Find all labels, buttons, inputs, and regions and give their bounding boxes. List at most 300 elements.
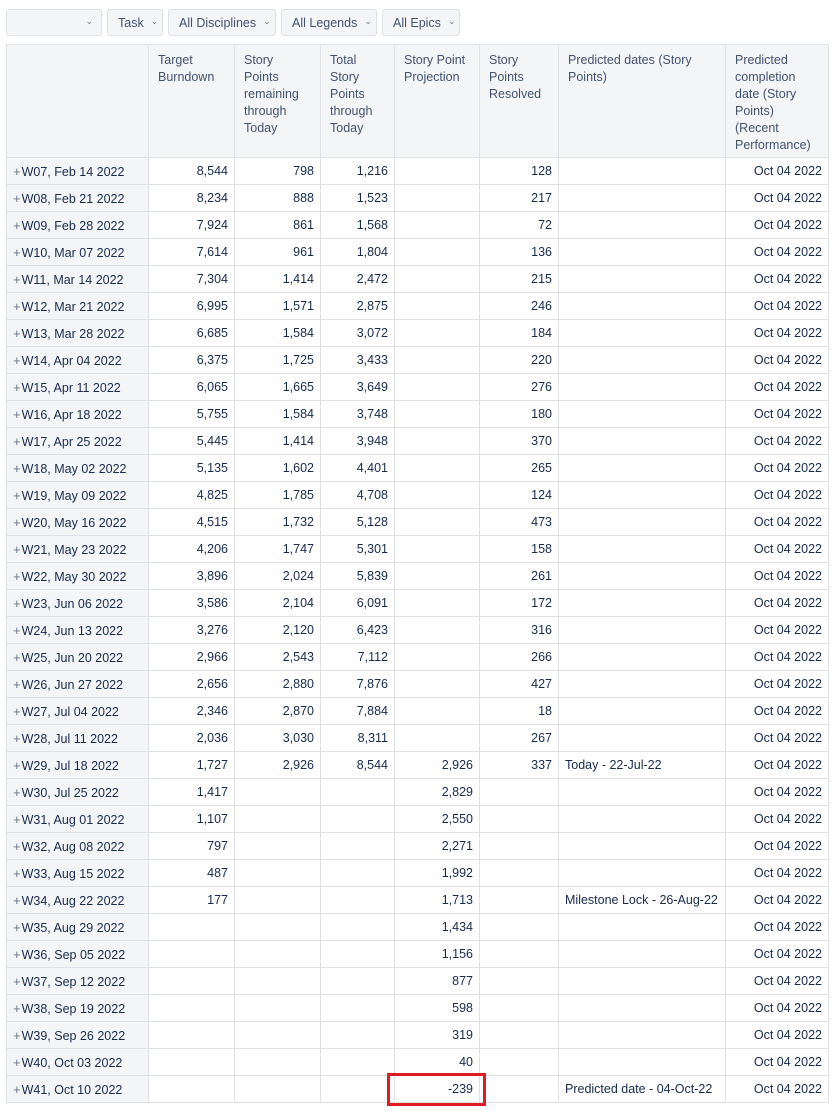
target-burndown-cell <box>149 1049 235 1076</box>
column-header-story-points-remaining[interactable]: Story Points remaining through Today <box>235 45 321 158</box>
chevron-down-icon: ⌄ <box>364 16 372 26</box>
filter-label-epics: All Epics <box>393 15 441 30</box>
story-points-resolved-cell: 124 <box>480 482 559 509</box>
predicted-completion-date-cell: Oct 04 2022 <box>726 779 829 806</box>
story-point-projection-cell <box>395 158 480 185</box>
row-label-cell[interactable] <box>7 536 149 563</box>
table-row <box>7 941 829 968</box>
target-burndown-cell: 5,135 <box>149 455 235 482</box>
plus-icon[interactable]: + <box>13 244 21 260</box>
predicted-completion-date-cell: Oct 04 2022 <box>726 401 829 428</box>
total-story-points-cell <box>321 779 395 806</box>
story-point-projection-cell <box>395 320 480 347</box>
story-point-projection-cell <box>395 617 480 644</box>
row-week-label: W39, Sep 26 2022 <box>21 1028 126 1043</box>
row-label-cell[interactable] <box>7 374 149 401</box>
filter-toolbar <box>6 9 460 37</box>
story-point-projection-cell: -239 <box>395 1076 480 1103</box>
row-week-label: W10, Mar 07 2022 <box>21 245 125 260</box>
table-row <box>7 617 829 644</box>
plus-icon[interactable]: + <box>13 622 21 638</box>
row-label-cell[interactable] <box>7 968 149 995</box>
story-point-projection-cell <box>395 698 480 725</box>
story-points-resolved-cell: 267 <box>480 725 559 752</box>
predicted-dates-cell <box>559 806 726 833</box>
predicted-dates-cell <box>559 644 726 671</box>
story-points-remaining-cell: 2,543 <box>235 644 321 671</box>
target-burndown-cell: 4,825 <box>149 482 235 509</box>
story-points-remaining-cell: 2,870 <box>235 698 321 725</box>
table-row <box>7 482 829 509</box>
row-label-cell[interactable] <box>7 617 149 644</box>
story-point-projection-cell: 1,434 <box>395 914 480 941</box>
row-label-cell[interactable] <box>7 941 149 968</box>
filter-label-disciplines: All Disciplines <box>179 15 257 30</box>
predicted-dates-cell <box>559 401 726 428</box>
predicted-dates-cell <box>559 374 726 401</box>
predicted-completion-date-cell: Oct 04 2022 <box>726 239 829 266</box>
story-points-resolved-cell <box>480 1076 559 1103</box>
chevron-down-icon: ⌄ <box>150 16 159 26</box>
predicted-completion-date-cell: Oct 04 2022 <box>726 671 829 698</box>
story-points-resolved-cell: 246 <box>480 293 559 320</box>
story-points-resolved-cell <box>480 968 559 995</box>
table-row <box>7 374 829 401</box>
table-row <box>7 968 829 995</box>
story-points-remaining-cell: 2,024 <box>235 563 321 590</box>
plus-icon[interactable]: + <box>13 838 21 854</box>
table-row <box>7 644 829 671</box>
story-points-remaining-cell <box>235 833 321 860</box>
table-row <box>7 266 829 293</box>
target-burndown-cell: 7,614 <box>149 239 235 266</box>
total-story-points-cell <box>321 1049 395 1076</box>
table-row <box>7 860 829 887</box>
target-burndown-cell: 4,206 <box>149 536 235 563</box>
predicted-completion-date-cell: Oct 04 2022 <box>726 1076 829 1103</box>
target-burndown-cell: 1,417 <box>149 779 235 806</box>
row-label-cell[interactable] <box>7 833 149 860</box>
table-row <box>7 671 829 698</box>
predicted-dates-cell <box>559 266 726 293</box>
row-week-label: W32, Aug 08 2022 <box>21 839 125 854</box>
predicted-dates-cell: Today - 22-Jul-22 <box>559 752 726 779</box>
total-story-points-cell <box>321 887 395 914</box>
plus-icon[interactable]: + <box>13 595 21 611</box>
column-header-total-story-points[interactable]: Total Story Points through Today <box>321 45 395 158</box>
plus-icon[interactable]: + <box>13 703 21 719</box>
column-header-predicted-dates[interactable]: Predicted dates (Story Points) <box>559 45 726 158</box>
story-points-remaining-cell: 1,414 <box>235 266 321 293</box>
row-week-label: W24, Jun 13 2022 <box>21 623 124 638</box>
story-point-projection-cell <box>395 644 480 671</box>
table-row <box>7 1049 829 1076</box>
predicted-dates-cell <box>559 320 726 347</box>
total-story-points-cell: 4,708 <box>321 482 395 509</box>
story-points-remaining-cell: 961 <box>235 239 321 266</box>
story-points-resolved-cell: 172 <box>480 590 559 617</box>
predicted-completion-date-cell: Oct 04 2022 <box>726 590 829 617</box>
row-label-cell[interactable] <box>7 158 149 185</box>
row-label-cell[interactable] <box>7 320 149 347</box>
chevron-down-icon: ⌄ <box>447 16 456 26</box>
chevron-down-icon: ⌄ <box>85 16 93 26</box>
total-story-points-cell: 8,544 <box>321 752 395 779</box>
table-row <box>7 185 829 212</box>
row-week-label: W15, Apr 11 2022 <box>21 380 121 395</box>
row-label-cell[interactable] <box>7 644 149 671</box>
total-story-points-cell <box>321 968 395 995</box>
target-burndown-cell: 7,304 <box>149 266 235 293</box>
table-row <box>7 455 829 482</box>
plus-icon[interactable]: + <box>13 1081 21 1097</box>
target-burndown-cell: 6,375 <box>149 347 235 374</box>
story-points-resolved-cell <box>480 887 559 914</box>
target-burndown-cell <box>149 941 235 968</box>
row-week-label: W18, May 02 2022 <box>21 461 127 476</box>
row-label-cell[interactable] <box>7 347 149 374</box>
total-story-points-cell: 5,301 <box>321 536 395 563</box>
row-week-label: W31, Aug 01 2022 <box>21 812 125 827</box>
table-row <box>7 806 829 833</box>
story-points-resolved-cell: 184 <box>480 320 559 347</box>
target-burndown-cell: 2,656 <box>149 671 235 698</box>
story-points-remaining-cell: 2,880 <box>235 671 321 698</box>
predicted-completion-date-cell: Oct 04 2022 <box>726 293 829 320</box>
story-points-remaining-cell: 3,030 <box>235 725 321 752</box>
target-burndown-cell: 487 <box>149 860 235 887</box>
plus-icon[interactable]: + <box>13 649 21 665</box>
filter-label-task: Task <box>118 15 144 30</box>
row-week-label: W12, Mar 21 2022 <box>21 299 125 314</box>
plus-icon[interactable]: + <box>13 730 21 746</box>
total-story-points-cell: 2,472 <box>321 266 395 293</box>
predicted-dates-cell <box>559 833 726 860</box>
plus-icon[interactable]: + <box>13 757 21 773</box>
table-row <box>7 509 829 536</box>
predicted-completion-date-cell: Oct 04 2022 <box>726 428 829 455</box>
story-point-projection-cell: 1,992 <box>395 860 480 887</box>
total-story-points-cell: 6,423 <box>321 617 395 644</box>
row-week-label: W16, Apr 18 2022 <box>21 407 122 422</box>
story-points-remaining-cell: 1,732 <box>235 509 321 536</box>
plus-icon[interactable]: + <box>13 379 21 395</box>
plus-icon[interactable]: + <box>13 514 21 530</box>
plus-icon[interactable]: + <box>13 892 21 908</box>
story-point-projection-cell: 598 <box>395 995 480 1022</box>
story-points-resolved-cell: 473 <box>480 509 559 536</box>
table-row <box>7 590 829 617</box>
story-points-remaining-cell: 1,584 <box>235 320 321 347</box>
story-point-projection-cell <box>395 563 480 590</box>
target-burndown-cell: 3,276 <box>149 617 235 644</box>
story-points-remaining-cell: 2,104 <box>235 590 321 617</box>
story-points-remaining-cell: 1,571 <box>235 293 321 320</box>
target-burndown-cell: 797 <box>149 833 235 860</box>
predicted-dates-cell <box>559 860 726 887</box>
story-points-remaining-cell <box>235 914 321 941</box>
total-story-points-cell <box>321 833 395 860</box>
row-label-cell[interactable] <box>7 725 149 752</box>
filter-task[interactable] <box>107 9 163 36</box>
row-label-cell[interactable] <box>7 698 149 725</box>
plus-icon[interactable]: + <box>13 217 21 233</box>
table-row <box>7 212 829 239</box>
predicted-completion-date-cell: Oct 04 2022 <box>726 158 829 185</box>
row-label-cell[interactable] <box>7 239 149 266</box>
story-point-projection-cell <box>395 482 480 509</box>
filter-label-legends: All Legends <box>292 15 358 30</box>
row-label-cell[interactable] <box>7 563 149 590</box>
row-week-label: W14, Apr 04 2022 <box>21 353 122 368</box>
row-label-cell[interactable] <box>7 914 149 941</box>
plus-icon[interactable]: + <box>13 541 21 557</box>
row-label-cell[interactable] <box>7 482 149 509</box>
plus-icon[interactable]: + <box>13 163 21 179</box>
total-story-points-cell: 1,804 <box>321 239 395 266</box>
table-row <box>7 779 829 806</box>
story-points-resolved-cell: 72 <box>480 212 559 239</box>
predicted-completion-date-cell: Oct 04 2022 <box>726 617 829 644</box>
predicted-completion-date-cell: Oct 04 2022 <box>726 806 829 833</box>
story-points-resolved-cell: 217 <box>480 185 559 212</box>
row-week-label: W20, May 16 2022 <box>21 515 127 530</box>
row-label-cell[interactable] <box>7 860 149 887</box>
story-point-projection-cell <box>395 266 480 293</box>
row-week-label: W38, Sep 19 2022 <box>21 1001 126 1016</box>
total-story-points-cell: 6,091 <box>321 590 395 617</box>
table-row <box>7 995 829 1022</box>
row-label-cell[interactable] <box>7 752 149 779</box>
row-label-cell[interactable] <box>7 509 149 536</box>
row-label-cell[interactable] <box>7 293 149 320</box>
story-point-projection-cell: 319 <box>395 1022 480 1049</box>
row-label-cell[interactable] <box>7 455 149 482</box>
row-label-cell[interactable] <box>7 1076 149 1103</box>
row-week-label: W26, Jun 27 2022 <box>21 677 124 692</box>
target-burndown-cell: 5,755 <box>149 401 235 428</box>
total-story-points-cell: 5,839 <box>321 563 395 590</box>
total-story-points-cell: 1,216 <box>321 158 395 185</box>
row-label-cell[interactable] <box>7 887 149 914</box>
story-point-projection-cell <box>395 374 480 401</box>
story-points-resolved-cell: 266 <box>480 644 559 671</box>
column-header-target-burndown[interactable]: Target Burndown <box>149 45 235 158</box>
filter-legends[interactable] <box>281 9 377 36</box>
row-week-label: W23, Jun 06 2022 <box>21 596 124 611</box>
plus-icon[interactable]: + <box>13 352 21 368</box>
plus-icon[interactable]: + <box>13 460 21 476</box>
row-label-cell[interactable] <box>7 590 149 617</box>
predicted-completion-date-cell: Oct 04 2022 <box>726 482 829 509</box>
row-week-label: W19, May 09 2022 <box>21 488 127 503</box>
row-label-cell[interactable] <box>7 1022 149 1049</box>
story-points-resolved-cell <box>480 833 559 860</box>
plus-icon[interactable]: + <box>13 406 21 422</box>
plus-icon[interactable]: + <box>13 676 21 692</box>
plus-icon[interactable]: + <box>13 568 21 584</box>
table-header-row <box>7 45 829 158</box>
predicted-completion-date-cell: Oct 04 2022 <box>726 725 829 752</box>
plus-icon[interactable]: + <box>13 784 21 800</box>
predicted-completion-date-cell: Oct 04 2022 <box>726 860 829 887</box>
plus-icon[interactable]: + <box>13 1027 21 1043</box>
row-label-cell[interactable] <box>7 428 149 455</box>
row-label-cell[interactable] <box>7 266 149 293</box>
story-points-remaining-cell: 2,120 <box>235 617 321 644</box>
plus-icon[interactable]: + <box>13 1000 21 1016</box>
story-points-remaining-cell: 888 <box>235 185 321 212</box>
row-week-label: W08, Feb 21 2022 <box>21 191 125 206</box>
story-point-projection-cell: 40 <box>395 1049 480 1076</box>
story-points-remaining-cell <box>235 968 321 995</box>
total-story-points-cell: 1,523 <box>321 185 395 212</box>
total-story-points-cell: 8,311 <box>321 725 395 752</box>
target-burndown-cell: 2,966 <box>149 644 235 671</box>
plus-icon[interactable]: + <box>13 919 21 935</box>
story-points-resolved-cell: 215 <box>480 266 559 293</box>
story-point-projection-cell <box>395 671 480 698</box>
plus-icon[interactable]: + <box>13 298 21 314</box>
target-burndown-cell: 4,515 <box>149 509 235 536</box>
target-burndown-cell <box>149 968 235 995</box>
story-points-resolved-cell: 128 <box>480 158 559 185</box>
total-story-points-cell <box>321 806 395 833</box>
story-point-projection-cell: 877 <box>395 968 480 995</box>
row-label-cell[interactable] <box>7 212 149 239</box>
predicted-completion-date-cell: Oct 04 2022 <box>726 752 829 779</box>
row-label-cell[interactable] <box>7 1049 149 1076</box>
predicted-dates-cell <box>559 725 726 752</box>
total-story-points-cell: 1,568 <box>321 212 395 239</box>
row-week-label: W41, Oct 10 2022 <box>21 1082 123 1097</box>
predicted-completion-date-cell: Oct 04 2022 <box>726 374 829 401</box>
total-story-points-cell: 3,072 <box>321 320 395 347</box>
story-points-remaining-cell: 861 <box>235 212 321 239</box>
filter-dropdown-0[interactable] <box>6 9 102 36</box>
table-row <box>7 887 829 914</box>
table-row <box>7 833 829 860</box>
story-point-projection-cell: 1,156 <box>395 941 480 968</box>
row-week-label: W28, Jul 11 2022 <box>21 731 118 746</box>
target-burndown-cell: 177 <box>149 887 235 914</box>
predicted-dates-cell <box>559 158 726 185</box>
predicted-completion-date-cell: Oct 04 2022 <box>726 914 829 941</box>
chevron-down-icon: ⌄ <box>263 16 271 26</box>
row-week-label: W33, Aug 15 2022 <box>21 866 125 881</box>
target-burndown-cell: 5,445 <box>149 428 235 455</box>
plus-icon[interactable]: + <box>13 190 21 206</box>
predicted-dates-cell <box>559 455 726 482</box>
target-burndown-cell: 1,727 <box>149 752 235 779</box>
total-story-points-cell: 7,884 <box>321 698 395 725</box>
total-story-points-cell <box>321 914 395 941</box>
target-burndown-cell: 2,346 <box>149 698 235 725</box>
predicted-dates-cell <box>559 968 726 995</box>
row-week-label: W07, Feb 14 2022 <box>21 164 125 179</box>
table-row <box>7 428 829 455</box>
predicted-dates-cell <box>559 1049 726 1076</box>
story-points-resolved-cell <box>480 860 559 887</box>
column-header-predicted-completion-date[interactable]: Predicted completion date (Story Points) (Recent Performance) <box>726 45 829 158</box>
row-week-label: W40, Oct 03 2022 <box>21 1055 123 1070</box>
plus-icon[interactable]: + <box>13 973 21 989</box>
row-label-cell[interactable] <box>7 185 149 212</box>
predicted-completion-date-cell: Oct 04 2022 <box>726 563 829 590</box>
target-burndown-cell: 6,685 <box>149 320 235 347</box>
column-header-story-points-resolved[interactable]: Story Points Resolved <box>480 45 559 158</box>
total-story-points-cell <box>321 995 395 1022</box>
story-point-projection-cell: 2,550 <box>395 806 480 833</box>
row-label-cell[interactable] <box>7 806 149 833</box>
column-header-story-point-projection[interactable]: Story Point Projection <box>395 45 480 158</box>
story-points-resolved-cell <box>480 1049 559 1076</box>
target-burndown-cell: 8,544 <box>149 158 235 185</box>
story-point-projection-cell <box>395 401 480 428</box>
story-points-remaining-cell: 1,414 <box>235 428 321 455</box>
story-points-remaining-cell <box>235 1049 321 1076</box>
filter-epics[interactable] <box>382 9 460 36</box>
predicted-dates-cell <box>559 941 726 968</box>
predicted-dates-cell <box>559 671 726 698</box>
target-burndown-cell: 3,896 <box>149 563 235 590</box>
predicted-completion-date-cell: Oct 04 2022 <box>726 347 829 374</box>
predicted-dates-cell <box>559 617 726 644</box>
column-header-week <box>7 45 149 158</box>
plus-icon[interactable]: + <box>13 487 21 503</box>
predicted-completion-date-cell: Oct 04 2022 <box>726 698 829 725</box>
predicted-dates-cell <box>559 914 726 941</box>
row-label-cell[interactable] <box>7 779 149 806</box>
table-row <box>7 320 829 347</box>
plus-icon[interactable]: + <box>13 946 21 962</box>
row-week-label: W22, May 30 2022 <box>21 569 127 584</box>
table-row <box>7 401 829 428</box>
predicted-completion-date-cell: Oct 04 2022 <box>726 1049 829 1076</box>
total-story-points-cell <box>321 1076 395 1103</box>
story-points-resolved-cell <box>480 779 559 806</box>
table-row <box>7 158 829 185</box>
plus-icon[interactable]: + <box>13 433 21 449</box>
table-row <box>7 563 829 590</box>
predicted-completion-date-cell: Oct 04 2022 <box>726 509 829 536</box>
target-burndown-cell: 7,924 <box>149 212 235 239</box>
row-week-label: W30, Jul 25 2022 <box>21 785 119 800</box>
plus-icon[interactable]: + <box>13 1054 21 1070</box>
story-point-projection-cell: 2,829 <box>395 779 480 806</box>
plus-icon[interactable]: + <box>13 271 21 287</box>
row-label-cell[interactable] <box>7 671 149 698</box>
table-row <box>7 725 829 752</box>
story-point-projection-cell: 2,926 <box>395 752 480 779</box>
plus-icon[interactable]: + <box>13 811 21 827</box>
story-points-resolved-cell: 18 <box>480 698 559 725</box>
row-label-cell[interactable] <box>7 401 149 428</box>
predicted-completion-date-cell: Oct 04 2022 <box>726 212 829 239</box>
story-point-projection-cell <box>395 293 480 320</box>
story-point-projection-cell <box>395 185 480 212</box>
row-week-label: W27, Jul 04 2022 <box>21 704 119 719</box>
filter-disciplines[interactable] <box>168 9 276 36</box>
total-story-points-cell: 5,128 <box>321 509 395 536</box>
table-row <box>7 293 829 320</box>
plus-icon[interactable]: + <box>13 325 21 341</box>
plus-icon[interactable]: + <box>13 865 21 881</box>
story-points-remaining-cell: 2,926 <box>235 752 321 779</box>
row-label-cell[interactable] <box>7 995 149 1022</box>
target-burndown-cell <box>149 1076 235 1103</box>
predicted-dates-cell <box>559 482 726 509</box>
